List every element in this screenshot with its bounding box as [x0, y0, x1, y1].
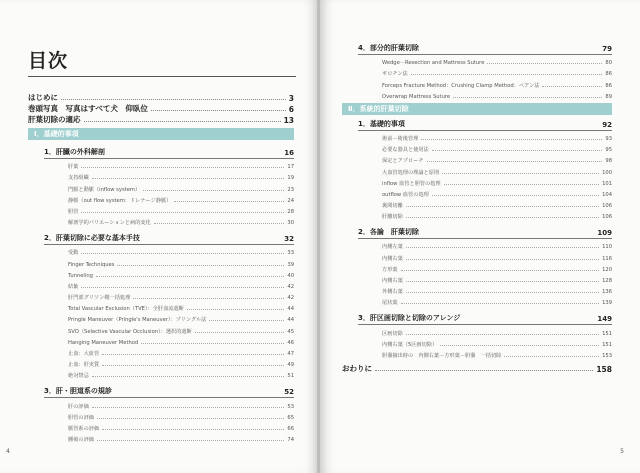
dot-leader [401, 303, 600, 304]
toc-item-entry[interactable] [382, 176, 612, 187]
dot-leader [209, 320, 284, 321]
page-number-right: 5 [620, 448, 624, 455]
toc-item-entry[interactable] [68, 290, 294, 301]
dot-leader [81, 253, 284, 254]
toc-entry-label: Pringle Maneuver（Pringle's Maneuver）：プリングル法 [68, 317, 207, 324]
dot-leader [61, 99, 286, 100]
toc-sub-entry[interactable] [358, 226, 612, 239]
toc-entry-page: 39 [287, 261, 294, 268]
toc-entry-page: 149 [597, 315, 612, 324]
toc-entry-page: 158 [596, 364, 612, 374]
toc-entry-label: 巻頭写真 写真はすべて犬 仰臥位 [28, 104, 148, 113]
toc-entry-label: 1．基礎的事項 [358, 119, 405, 128]
toc-entry-label: 肝の評価 [68, 403, 89, 410]
dot-leader [102, 429, 284, 430]
toc-entry-label: 1．肝臓の外科解剖 [44, 148, 105, 156]
toc-item-entry[interactable] [68, 256, 294, 267]
right-page [320, 0, 640, 473]
toc-entry-label: 術前－術後管理 [382, 135, 419, 142]
toc-entry-label: Forceps Fracture Method：Crushing Clamp Method：ペアン法 [382, 82, 540, 89]
toc-entry-page: 104 [602, 191, 612, 198]
toc-entry-label: Tunneling [68, 272, 93, 279]
toc-entry-page: 17 [287, 164, 294, 171]
dot-leader [406, 281, 599, 282]
toc-item-entry[interactable] [382, 250, 612, 261]
toc-item-entry[interactable] [382, 131, 612, 142]
dot-leader [375, 370, 593, 371]
toc-entry-page: 116 [602, 255, 612, 262]
dot-leader [141, 343, 284, 344]
toc-sub-entry[interactable] [358, 118, 612, 131]
toc-item-entry[interactable] [382, 66, 612, 77]
toc-entry-page: 53 [287, 403, 294, 410]
toc-entry-page: 65 [287, 414, 294, 421]
toc-entry-page: 101 [602, 180, 612, 187]
toc-entry-page: 98 [605, 158, 612, 165]
dot-leader [81, 167, 284, 168]
toc-entry-label: 静脈（out flow system：ドレナージ静脈） [68, 197, 172, 204]
dot-leader [487, 63, 602, 64]
toc-entry-label: 3．肝区画切除と切除のアレンジ [358, 314, 461, 323]
dot-leader [406, 247, 599, 248]
toc-entry-label: おわりに [342, 363, 372, 373]
left-page [0, 0, 318, 473]
toc-top-entry[interactable] [28, 114, 294, 125]
dot-leader [411, 74, 603, 75]
toc-item-entry[interactable] [68, 357, 294, 368]
toc-item-entry[interactable] [382, 348, 612, 359]
toc-entry-page: 151 [602, 341, 612, 348]
toc-item-entry[interactable] [382, 142, 612, 153]
toc-item-entry[interactable] [68, 245, 294, 256]
section-header: Ⅱ．系統的肝葉切除 [342, 103, 612, 115]
toc-item-entry[interactable] [68, 279, 294, 290]
toc-entry-label: 肝葉 [68, 164, 79, 171]
toc-item-entry[interactable] [382, 209, 612, 220]
toc-entry-label: 解剖学的バリエーションと病的変化 [68, 220, 151, 227]
toc-item-entry[interactable] [68, 204, 294, 215]
dot-leader [406, 217, 599, 218]
dot-leader [421, 139, 602, 140]
dot-leader [81, 287, 284, 288]
toc-entry-label: 必要な器具と使用法 [382, 147, 429, 154]
toc-entry-label: Hanging Maneuver Method [68, 339, 139, 346]
toc-item-entry[interactable] [382, 262, 612, 273]
dot-leader [406, 292, 599, 293]
toc-item-entry[interactable] [382, 284, 612, 295]
toc-item-entry[interactable] [68, 159, 294, 170]
dot-leader [81, 212, 284, 213]
toc-entry-page: 19 [287, 175, 294, 182]
toc-entry-label: 区画切除 [382, 330, 403, 337]
toc-entry-page: 44 [287, 317, 294, 324]
toc-entry-page: 153 [602, 352, 612, 359]
toc-item-entry[interactable] [382, 198, 612, 209]
toc-entry-page: 110 [602, 244, 612, 251]
toc-entry-label: 方形葉 [382, 266, 398, 273]
toc-item-entry[interactable] [68, 398, 294, 409]
toc-item-entry[interactable] [382, 153, 612, 164]
dot-leader [143, 190, 284, 191]
toc-item-entry[interactable] [382, 55, 612, 66]
toc-entry-page: 136 [602, 289, 612, 296]
toc-entry-label: 外側右葉 [382, 289, 403, 296]
toc-entry-label: 内側右葉 [382, 278, 403, 284]
dot-leader [442, 173, 599, 174]
toc-item-entry[interactable] [382, 273, 612, 284]
toc-entry-page: 13 [283, 116, 294, 125]
toc-entry-page: 45 [287, 328, 294, 335]
toc-entry-page: 28 [287, 208, 294, 215]
dot-leader [97, 418, 284, 419]
toc-entry-label: Wedge－Resection and Mattress Suture [382, 60, 485, 67]
toc-item-entry[interactable] [68, 368, 294, 379]
dot-leader [102, 365, 284, 366]
toc-entry-label: 裏間切離 [382, 203, 403, 210]
dot-leader [133, 298, 284, 299]
toc-entry-label: SVO（Selective Vascular Occlusion）：選択的遮断 [68, 328, 192, 335]
toc-entry-page: 52 [284, 388, 294, 397]
toc-entry-page: 93 [605, 135, 612, 142]
toc-entry-label: 受動 [68, 250, 79, 257]
dot-leader [406, 334, 599, 335]
toc-item-entry[interactable] [68, 421, 294, 432]
toc-entry-label: 門脈と動脈（inflow system） [68, 186, 141, 193]
dot-leader [195, 332, 285, 333]
toc-entry-page: 89 [605, 93, 612, 100]
toc-entry-label: 胆管の評価 [68, 414, 94, 421]
toc-entry-page: 49 [287, 362, 294, 369]
toc-entry-label: 止血：大血管 [68, 351, 100, 357]
dot-leader [84, 121, 281, 122]
toc-entry-page: 66 [287, 425, 294, 432]
toc-entry-page: 32 [284, 235, 294, 244]
toc-entry-page: 139 [602, 300, 612, 307]
toc-item-entry[interactable] [68, 268, 294, 279]
dot-leader [406, 206, 599, 207]
toc-entry-label: 結紮 [68, 283, 79, 290]
toc-sub-entry[interactable] [44, 385, 294, 398]
toc-entry-label: 保定とアプローチ [382, 158, 424, 165]
toc-entry-label: 大血管処理の理論と原則 [382, 169, 440, 176]
toc-entry-page: 30 [287, 220, 294, 227]
toc-item-entry[interactable] [68, 346, 294, 357]
dot-leader [174, 201, 284, 202]
page-title: 目次 [28, 50, 69, 72]
toc-entry-label: 内側右葉（5区画切除） [382, 341, 438, 348]
page-number-left: 4 [6, 448, 10, 455]
toc-item-entry[interactable] [68, 312, 294, 323]
toc-entry-page: 92 [602, 120, 612, 129]
toc-item-entry[interactable] [382, 325, 612, 336]
toc-entry-page: 42 [287, 283, 294, 290]
dot-leader [427, 161, 603, 162]
dot-leader [504, 356, 599, 357]
dot-leader [154, 223, 285, 224]
title-rule [28, 76, 296, 77]
dot-leader [92, 178, 285, 179]
toc-entry-label: 止血：肝実質 [68, 362, 100, 369]
toc-entry-page: 109 [597, 229, 612, 238]
toc-item-entry[interactable] [68, 181, 294, 192]
toc-entry-page: 95 [605, 147, 612, 154]
toc-entry-page: 128 [602, 278, 612, 284]
toc-entry-page: 23 [287, 186, 294, 193]
toc-item-entry[interactable] [68, 323, 294, 334]
toc-entry-page: 46 [287, 339, 294, 346]
toc-entry-label: 胆管 [68, 208, 79, 215]
toc-top-entry[interactable] [28, 103, 294, 114]
toc-entry-label: inflow 血管と胆管の処理 [382, 180, 441, 187]
dot-leader [440, 345, 599, 346]
dot-leader [187, 309, 285, 310]
toc-entry-label: 肝葉切除の適応 [28, 115, 81, 124]
toc-item-entry[interactable] [382, 89, 612, 100]
toc-entry-label: 肝離切除 [382, 214, 403, 221]
toc-entry-label: 尾状葉 [382, 300, 398, 307]
toc-entry-page: 24 [287, 197, 294, 204]
section-header: Ⅰ．基礎的事項 [28, 128, 294, 140]
toc-entry-page: 106 [602, 214, 612, 221]
toc-entry-label: 腫瘍の評価 [68, 437, 94, 444]
toc-entry-page: 51 [287, 373, 294, 380]
toc-entry-page: 120 [602, 266, 612, 273]
toc-entry-label: outflow 血管の処理 [382, 191, 429, 198]
toc-entry-page: 16 [284, 149, 294, 157]
toc-entry-label: はじめに [28, 93, 58, 102]
toc-item-entry[interactable] [68, 335, 294, 346]
toc-entry-page: 86 [605, 82, 612, 89]
toc-sub-entry[interactable] [358, 42, 612, 55]
toc-top-entry[interactable] [342, 363, 612, 374]
toc-entry-label: 2．各論 肝葉切除 [358, 228, 419, 237]
toc-item-entry[interactable] [382, 295, 612, 306]
toc-right-column [342, 40, 612, 374]
toc-entry-label: 支持組織 [68, 175, 89, 182]
toc-entry-label: Overwrap Mattress Suture [382, 93, 451, 100]
toc-entry-label: 3．肝・胆道系の規診 [44, 387, 112, 396]
dot-leader [102, 354, 284, 355]
toc-entry-label: 4．部分的肝葉切除 [358, 44, 419, 52]
toc-item-entry[interactable] [68, 410, 294, 421]
dot-leader [444, 184, 600, 185]
toc-entry-page: 47 [287, 351, 294, 357]
toc-entry-label: 2．肝葉切除に必要な基本手技 [44, 234, 140, 243]
dot-leader [453, 97, 602, 98]
dot-leader [151, 110, 286, 111]
toc-item-entry[interactable] [68, 170, 294, 181]
toc-item-entry[interactable] [382, 164, 612, 175]
toc-entry-label: 肝門部グリソン鞘一括処理 [68, 295, 131, 302]
dot-leader [432, 150, 603, 151]
toc-entry-page: 33 [287, 250, 294, 257]
toc-entry-page: 44 [287, 306, 294, 313]
dot-leader [117, 265, 284, 266]
toc-entry-label: Total Vascular Exclusion（TVE）：全肝血流遮断 [68, 306, 184, 313]
toc-item-entry[interactable] [68, 301, 294, 312]
dot-leader [92, 376, 285, 377]
dot-leader [92, 407, 285, 408]
toc-sub-entry[interactable] [44, 146, 294, 159]
toc-entry-page: 79 [602, 45, 612, 53]
toc-entry-page: 6 [288, 105, 294, 114]
toc-entry-label: 胆嚢摘出時の 内側右葉－方形葉－胆嚢 一括切除 [382, 352, 502, 359]
toc-left-column [28, 92, 294, 443]
toc-entry-label: Finger Techniques [68, 261, 115, 268]
dot-leader [401, 270, 600, 271]
toc-item-entry[interactable] [382, 337, 612, 348]
toc-item-entry[interactable] [382, 239, 612, 250]
toc-sub-entry[interactable] [358, 312, 612, 325]
dot-leader [96, 276, 284, 277]
toc-item-entry[interactable] [382, 187, 612, 198]
toc-item-entry[interactable] [68, 193, 294, 204]
toc-item-entry[interactable] [68, 432, 294, 443]
toc-entry-label: ギロチン法 [382, 71, 408, 78]
dot-leader [432, 195, 599, 196]
toc-entry-label: 内側左葉 [382, 244, 403, 251]
toc-entry-label: 脈管系の評価 [68, 425, 100, 432]
toc-entry-page: 3 [288, 94, 294, 103]
dot-leader [406, 259, 599, 260]
toc-entry-label: 絶対禁忌 [68, 373, 89, 380]
toc-entry-page: 106 [602, 203, 612, 210]
toc-sub-entry[interactable] [44, 232, 294, 245]
toc-entry-page: 86 [605, 71, 612, 78]
dot-leader [97, 440, 284, 441]
toc-top-entry[interactable] [28, 92, 294, 103]
toc-item-entry[interactable] [382, 77, 612, 88]
toc-entry-page: 100 [602, 169, 612, 176]
toc-item-entry[interactable] [68, 215, 294, 226]
toc-entry-page: 80 [605, 60, 612, 67]
toc-entry-page: 74 [287, 437, 294, 444]
toc-entry-page: 42 [287, 295, 294, 302]
toc-entry-page: 151 [602, 330, 612, 337]
dot-leader [542, 86, 602, 87]
toc-entry-page: 40 [287, 272, 294, 279]
toc-entry-label: 内側右葉 [382, 255, 403, 262]
